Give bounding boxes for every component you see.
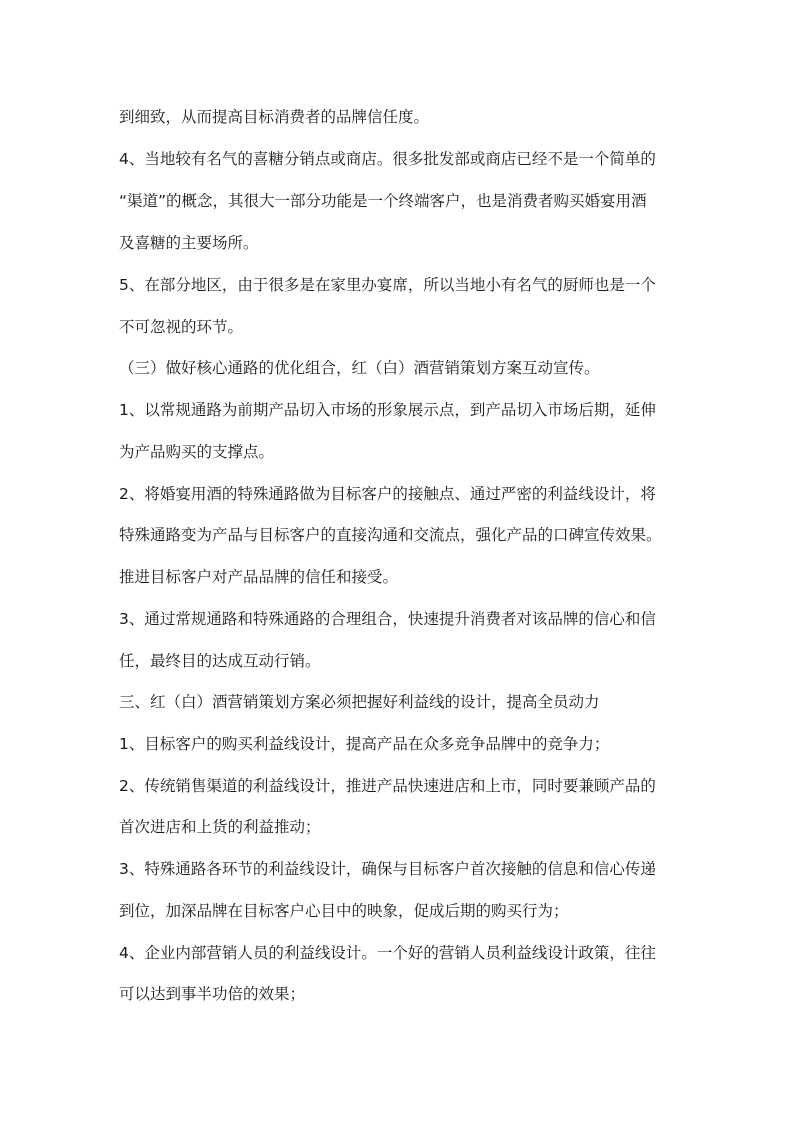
- text-line: 2、将婚宴用酒的特殊通路做为目标客户的接触点、通过严密的利益线设计，将: [119, 485, 656, 503]
- text-line: 5、在部分地区，由于很多是在家里办宴席，所以当地小有名气的厨师也是一个: [119, 276, 656, 294]
- text-line: 4、当地较有名气的喜糖分销点或商店。很多批发部或商店已经不是一个简单的: [119, 150, 656, 168]
- text-line: 为产品购买的支撑点。: [119, 443, 275, 461]
- text-line: 推进目标客户对产品品牌的信任和接受。: [119, 568, 399, 586]
- text-line: 3、特殊通路各环节的利益线设计，确保与目标客户首次接触的信息和信心传递: [119, 860, 656, 878]
- text-line: 4、企业内部营销人员的利益线设计。一个好的营销人员利益线设计政策，往往: [119, 944, 656, 962]
- text-line: 不可忽视的环节。: [119, 318, 244, 336]
- section-heading: 三、红（白）酒营销策划方案必须把握好利益线的设计，提高全员动力: [119, 693, 600, 711]
- text-line: 2、传统销售渠道的利益线设计，推进产品快速进店和上市，同时要兼顾产品的: [119, 777, 656, 795]
- section-heading: （三）做好核心通路的优化组合，红（白）酒营销策划方案互动宣传。: [119, 359, 600, 377]
- text-line: “渠道”的概念，其很大一部分功能是一个终端客户，也是消费者购买婚宴用酒: [119, 192, 647, 210]
- text-line: 到位，加深品牌在目标客户心目中的映象，促成后期的购买行为；: [119, 902, 569, 920]
- text-line: 特殊通路变为产品与目标客户的直接沟通和交流点，强化产品的口碑宣传效果。: [119, 526, 662, 544]
- text-line: 3、通过常规通路和特殊通路的合理组合，快速提升消费者对该品牌的信心和信: [119, 610, 656, 628]
- text-line: 可以达到事半功倍的效果；: [119, 985, 306, 1003]
- text-line: 1、目标客户的购买利益线设计，提高产品在众多竞争品牌中的竞争力；: [119, 735, 610, 753]
- text-line: 首次进店和上货的利益推动；: [119, 818, 321, 836]
- text-line: 任，最终目的达成互动行销。: [119, 652, 321, 670]
- text-line: 1、以常规通路为前期产品切入市场的形象展示点，到产品切入市场后期，延伸: [119, 401, 656, 419]
- text-line: 到细致，从而提高目标消费者的品牌信任度。: [119, 108, 430, 126]
- text-line: 及喜糖的主要场所。: [119, 234, 259, 252]
